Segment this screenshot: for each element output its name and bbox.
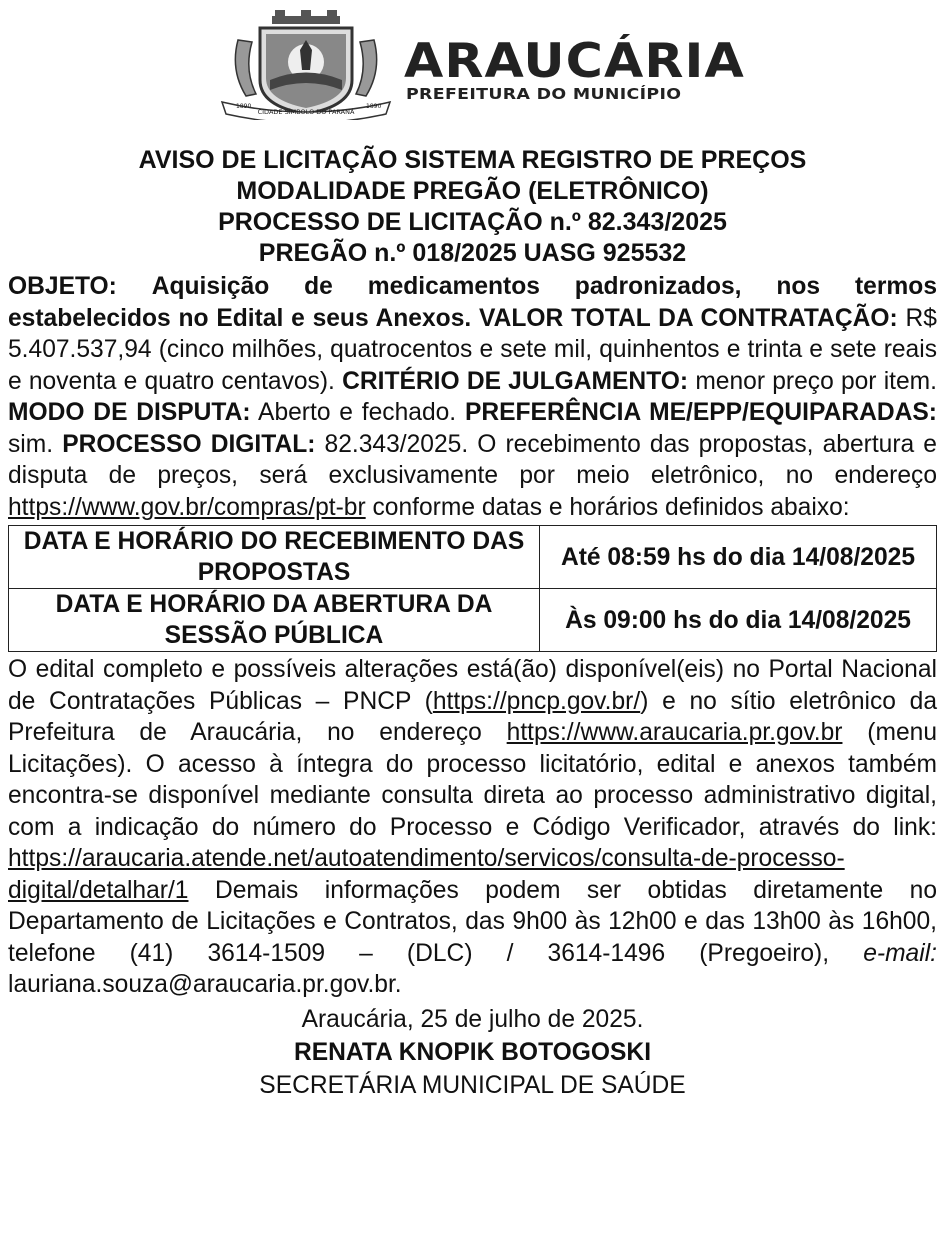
prefeitura-link[interactable]: https://www.araucaria.pr.gov.br bbox=[506, 719, 843, 746]
footer-text-2: ) e no sítio eletrônico da Prefeitura de Araucária, no endereço bbox=[8, 687, 937, 746]
crest-year-left: 1890 bbox=[236, 103, 252, 110]
header bbox=[8, 0, 937, 130]
title-line-2: MODALIDADE PREGÃO (ELETRÔNICO) bbox=[236, 177, 709, 205]
municipal-crest-icon bbox=[220, 10, 392, 120]
processo-label: PROCESSO DIGITAL: bbox=[62, 430, 316, 458]
schedule-table bbox=[8, 525, 937, 652]
footer-text-4: Demais informações podem ser obtidas diretamente no Departamento de Licitações e Contratos, das 9h00 às 12h00 e das 13h00 às 16h00, telefone (41) 3614-1509 – (DLC) / 3614-1496 (Pregoeiro), bbox=[8, 876, 938, 967]
signatory-role: SECRETÁRIA MUNICIPAL DE SAÚDE bbox=[259, 1071, 686, 1099]
pncp-link[interactable]: https://pncp.gov.br/ bbox=[432, 687, 641, 715]
preferencia-text: sim. bbox=[8, 430, 54, 458]
processo-tail: conforme datas e horários definidos abaixo: bbox=[372, 493, 850, 521]
objeto-label: OBJETO: bbox=[8, 273, 117, 300]
brand-subtitle: PREFEITURA DO MUNICÍPIO bbox=[406, 85, 682, 103]
valor-label: VALOR TOTAL DA CONTRATAÇÃO: bbox=[479, 304, 898, 332]
schedule-label-cell: DATA E HORÁRIO DA ABERTURA DA SESSÃO PÚBLICA bbox=[9, 589, 540, 652]
title-line-3: PROCESSO DE LICITAÇÃO n.º 82.343/2025 bbox=[218, 208, 727, 236]
schedule-value-cell: Até 08:59 hs do dia 14/08/2025 bbox=[540, 526, 937, 589]
email-label: e-mail: bbox=[863, 939, 937, 967]
footer-text-3: (menu Licitações). O acesso à íntegra do processo licitatório, edital e anexos também encontra-se disponível mediante consulta direta ao processo administrativo digital, com a indicação do número do Processo e Código Verificador, através do link: bbox=[8, 719, 937, 841]
modo-text: Aberto e fechado. bbox=[258, 399, 457, 426]
schedule-label-cell: DATA E HORÁRIO DO RECEBIMENTO DAS PROPOSTAS bbox=[9, 526, 540, 589]
compras-link[interactable]: https://www.gov.br/compras/pt-br bbox=[8, 493, 366, 521]
criterio-text: menor preço por item. bbox=[695, 367, 937, 395]
title-line-1: AVISO DE LICITAÇÃO SISTEMA REGISTRO DE PREÇOS bbox=[138, 146, 807, 174]
signature-block bbox=[8, 1003, 937, 1102]
atende-link[interactable]: https://araucaria.atende.net/autoatendimento/servicos/consulta-de-processo-digital/detalhar/1 bbox=[8, 845, 845, 904]
preferencia-label: PREFERÊNCIA ME/EPP/EQUIPARADAS: bbox=[464, 399, 937, 426]
table-row bbox=[9, 589, 937, 652]
crest-year-right: 1890 bbox=[366, 103, 382, 110]
footer-text-1: O edital completo e possíveis alterações está(ão) disponível(eis) no Portal Nacional de Contratações Públicas – PNCP ( bbox=[8, 656, 937, 715]
footer-paragraph bbox=[8, 654, 937, 1001]
place-date: Araucária, 25 de julho de 2025. bbox=[301, 1005, 644, 1033]
brand-name: ARAUCÁRIA bbox=[404, 34, 745, 89]
notice-titles bbox=[8, 145, 937, 269]
valor-text: R$ 5.407.537,94 (cinco milhões, quatrocentos e sete mil, quinhentos e trinta e sete reais e noventa e quatro centavos). bbox=[8, 304, 937, 395]
table-row bbox=[9, 526, 937, 589]
title-line-4: PREGÃO n.º 018/2025 UASG 925532 bbox=[258, 239, 687, 267]
objeto-text: Aquisição de medicamentos padronizados, nos termos estabelecidos no Edital e seus Anexos. bbox=[8, 273, 937, 332]
brand-logo bbox=[404, 34, 745, 103]
criterio-label: CRITÉRIO DE JULGAMENTO: bbox=[342, 367, 689, 395]
crest-ribbon-text: CIDADE SÍMBOLO DO PARANÁ bbox=[257, 108, 355, 116]
email-address[interactable]: lauriana.souza@araucaria.pr.gov.br. bbox=[8, 971, 402, 998]
signatory-name: RENATA KNOPIK BOTOGOSKI bbox=[293, 1038, 652, 1066]
notice-body bbox=[8, 271, 937, 523]
modo-label: MODO DE DISPUTA: bbox=[8, 399, 251, 426]
processo-text: 82.343/2025. O recebimento das propostas, abertura e disputa de preços, será exclusivamente por meio eletrônico, no endereço bbox=[8, 430, 937, 489]
schedule-value-cell: Às 09:00 hs do dia 14/08/2025 bbox=[540, 589, 937, 652]
